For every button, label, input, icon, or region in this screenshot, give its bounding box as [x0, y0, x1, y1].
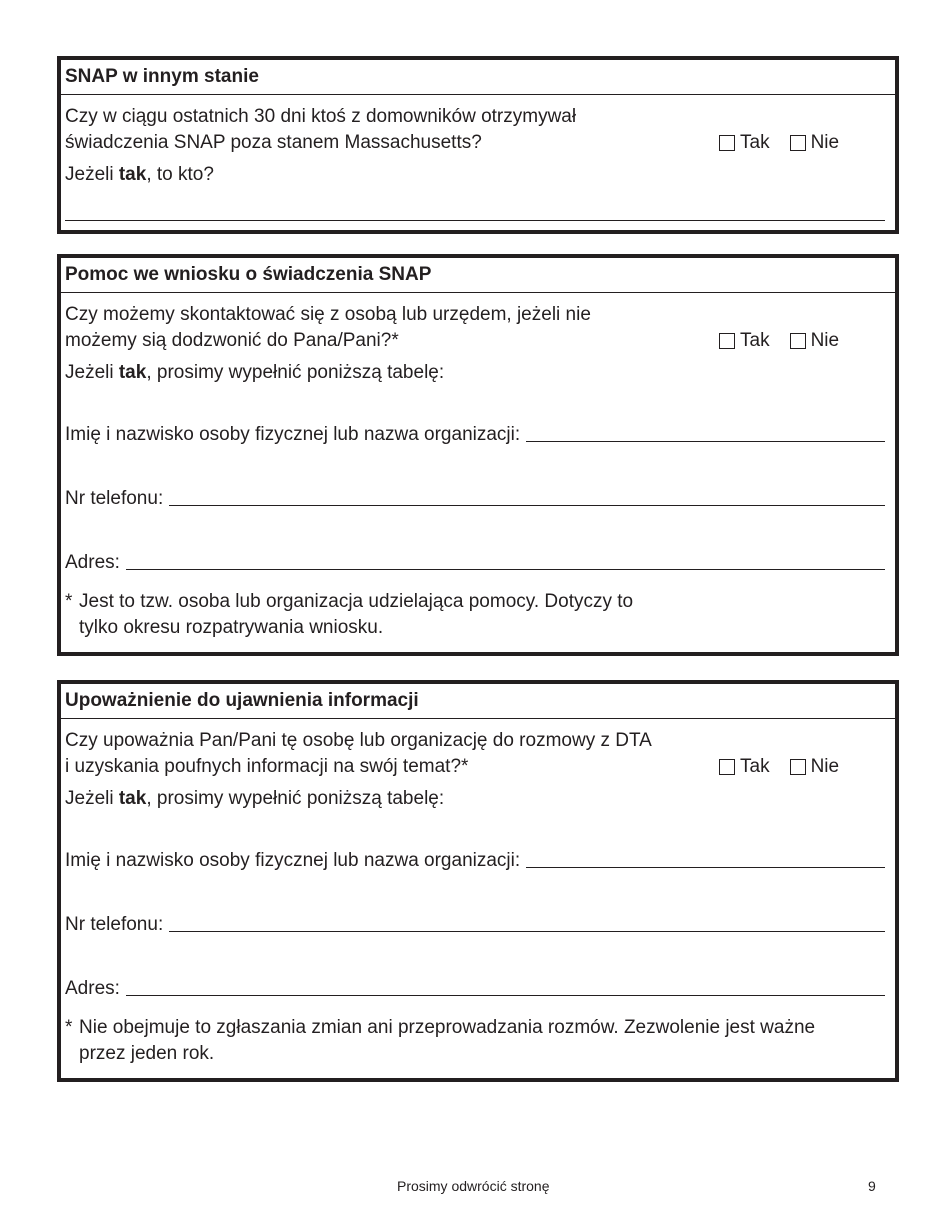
yes-checkbox[interactable] [719, 135, 735, 151]
yes-option[interactable]: Tak [719, 132, 770, 154]
no-checkbox[interactable] [790, 135, 806, 151]
no-checkbox[interactable] [790, 759, 806, 775]
if-yes-instruction: Jeżeli tak, prosimy wypełnić poniższą tabelę: [65, 362, 445, 383]
yes-option[interactable]: Tak [719, 330, 770, 352]
if-yes-instruction: Jeżeli tak, to kto? [65, 164, 214, 185]
footnote: * Jest to tzw. osoba lub organizacja udzielająca pomocy. Dotyczy to tylko okresu rozpatrywania wniosku. [65, 591, 634, 638]
phone-field[interactable]: Nr telefonu: [65, 913, 885, 937]
footnote: * Nie obejmuje to zgłaszania zmian ani przeprowadzania rozmów. Zezwolenie jest ważne przez jeden rok. [65, 1017, 816, 1064]
yes-checkbox[interactable] [719, 759, 735, 775]
section-title: Pomoc we wniosku o świadczenia SNAP [61, 258, 895, 293]
question-text: Czy upoważnia Pan/Pani tę osobę lub organizację do rozmowy z DTA i uzyskania poufnych informacji na swój temat?* [65, 730, 652, 777]
address-input-line[interactable] [126, 569, 885, 570]
yes-checkbox[interactable] [719, 333, 735, 349]
yes-no-options [719, 756, 859, 778]
no-option[interactable]: Nie [790, 756, 840, 778]
snap-other-state-section [57, 56, 899, 234]
question-text: Czy w ciągu ostatnich 30 dni ktoś z domowników otrzymywał świadczenia SNAP poza stanem Massachusetts? [65, 106, 577, 153]
turn-page-note: Prosimy odwrócić stronę [397, 1178, 550, 1194]
no-checkbox[interactable] [790, 333, 806, 349]
phone-field[interactable]: Nr telefonu: [65, 487, 885, 511]
yes-option[interactable]: Tak [719, 756, 770, 778]
yes-no-options [719, 132, 859, 154]
if-yes-instruction: Jeżeli tak, prosimy wypełnić poniższą tabelę: [65, 788, 445, 809]
section-title: Upoważnienie do ujawnienia informacji [61, 684, 895, 719]
name-field[interactable]: Imię i nazwisko osoby fizycznej lub nazwa organizacji: [65, 423, 885, 447]
name-input-line[interactable] [526, 441, 885, 442]
no-option[interactable]: Nie [790, 132, 840, 154]
yes-no-options [719, 330, 859, 352]
address-input-line[interactable] [126, 995, 885, 996]
phone-input-line[interactable] [169, 505, 885, 506]
who-answer-field[interactable] [65, 220, 885, 221]
question-text: Czy możemy skontaktować się z osobą lub urzędem, jeżeli nie możemy sią dodzwonić do Pana/Pani?* [65, 304, 591, 351]
address-field[interactable]: Adres: [65, 551, 885, 575]
snap-application-help-section [57, 254, 899, 656]
information-release-authorization-section [57, 680, 899, 1082]
page-number: 9 [868, 1178, 876, 1194]
section-title: SNAP w innym stanie [61, 60, 895, 95]
name-input-line[interactable] [526, 867, 885, 868]
address-field[interactable]: Adres: [65, 977, 885, 1001]
name-field[interactable]: Imię i nazwisko osoby fizycznej lub nazwa organizacji: [65, 849, 885, 873]
no-option[interactable]: Nie [790, 330, 840, 352]
phone-input-line[interactable] [169, 931, 885, 932]
